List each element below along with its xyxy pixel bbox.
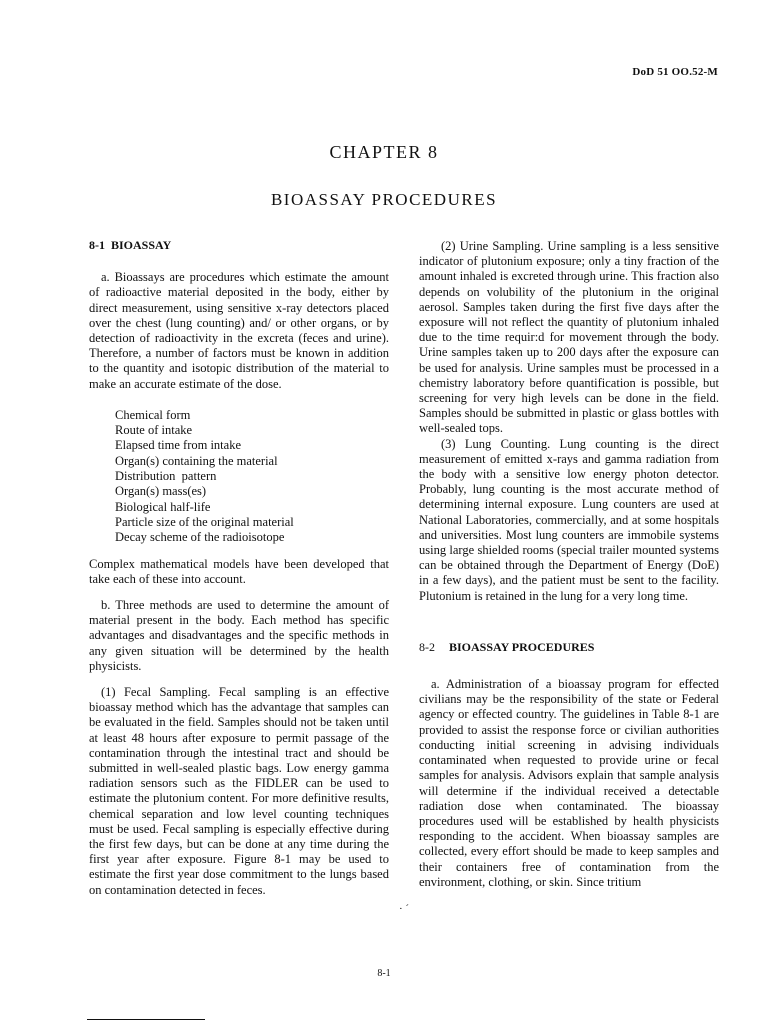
paragraph-urine-sampling: (2) Urine Sampling. Urine sampling is a less sensitive indicator of plutonium exposure; only a tiny fraction of the amount inhaled is excreted through urine. This fraction also depends on volubility of the plutonium in the original aerosol. Samples taken during the first five days after the exposure will not reflect the quantity of plutonium inhaled due to the time requir:d for movement through the body. Urine samples taken up to 200 days after the exposure can be used for analysis. Urine samples must be processed in a chemistry laboratory before quantification is possible, but screening for very high levels can be done in the field. Samples should be submitted in plastic or glass bottles with well-sealed tops. (419, 239, 719, 436)
left-column (89, 238, 389, 898)
list-item: Organ(s) mass(es) (115, 484, 207, 499)
page-number: 8-1 (377, 968, 391, 979)
factor-list (89, 408, 389, 546)
right-column (419, 239, 719, 890)
list-item: Biological half-life (115, 499, 211, 514)
paragraph-bioassays: a. Bioassays are procedures which estimate the amount of radioactive material deposited in the body, either by direct measurement, using sensitive x-ray detectors placed over the chest (lung counting) and/ or other organs, or by detection of radioactivity in the excreta (feces and urine). Therefore, a number of factors must be known in addition to the quantity and isotopic distribution of the material to make an accurate estimate of the dose. (89, 270, 389, 391)
list-item: Organ(s) containing the material (115, 453, 278, 468)
stray-mark: · ´ (399, 903, 410, 915)
list-item: Elapsed time from intake (115, 438, 242, 453)
list-item: Chemical form (115, 407, 191, 422)
list-item: Distribution pattern (115, 469, 217, 484)
paragraph-lung-counting: (3) Lung Counting. Lung counting is the direct measurement of emitted x-rays and gamma radiation from the body with a sensitive low energy photon detector. Probably, lung counting is the most accurate method of determining internal exposure. Lung counters are used at National Laboratories, commercially, and at some hospitals and universities. Most lung counters are immobile systems using large shielded rooms (special trailer mounted systems can be obtained through the Department of Energy (DoE) in a few days), and the patient must be sent to the facility. Plutonium is retained in the lung for a very long time. (419, 436, 719, 603)
paragraph-administration: a. Administration of a bioassay program for effected civilians may be the responsibility of the state or Federal agency or effected country. The guidelines in Table 8-1 are provided to assist the response force or civilian authorities conducting initial screening in advising individuals contaminated when requested to provide urine or fecal samples for analysis. Advisors explain that sample analysis will determine if the individual received a detectable radiation dose when contaminated. The bioassay procedures used will be established by health physicists responding to the accident. When bioassay samples are collected, every effort should be made to keep samples and their containers free of contamination from the environment, clothing, or skin. Since tritium (419, 677, 719, 889)
paragraph-three-methods: b. Three methods are used to determine the amount of material present in the body. Each method has specific advantages and disadvantages and the specific methods in any given situation will be determined by the health physicists. (89, 597, 389, 673)
footnote-divider (87, 1019, 205, 1020)
chapter-subtitle: BIOASSAY PROCEDURES (270, 190, 498, 209)
list-item: Route of intake (115, 423, 193, 438)
list-item: Decay scheme of the radioisotope (115, 530, 285, 545)
chapter-title: CHAPTER 8 (329, 142, 439, 162)
paragraph-fecal-sampling: (1) Fecal Sampling. Fecal sampling is an effective bioassay method which has the advantage that samples can be evaluated in the field. Samples should not be taken until at least 48 hours after exposure to permit passage of the contamination through the intestinal tract and should be submitted in well-sealed plastic bags. Low energy gamma radiation sensors such as the FIDLER can be used to estimate the plutonium content. For more definitive results, chemical separation and low level counting techniques must be used. Fecal sampling is especially effective during the first few days, but can be done at any time during the first year after exposure. Figure 8-1 may be used to estimate the first year dose commitment to the lungs based on contamination detected in feces. (89, 684, 389, 897)
section-heading-8-2 (419, 640, 719, 655)
document-id: DoD 51 OO.52-M (632, 66, 718, 78)
section-title: BIOASSAY PROCEDURES (449, 639, 595, 654)
paragraph-complex-models: Complex mathematical models have been developed that take each of these into account. (89, 556, 389, 586)
list-item: Particle size of the original material (115, 514, 294, 529)
section-heading-8-1: 8-1 BIOASSAY (89, 238, 172, 252)
section-number: 8-2 (419, 639, 435, 654)
